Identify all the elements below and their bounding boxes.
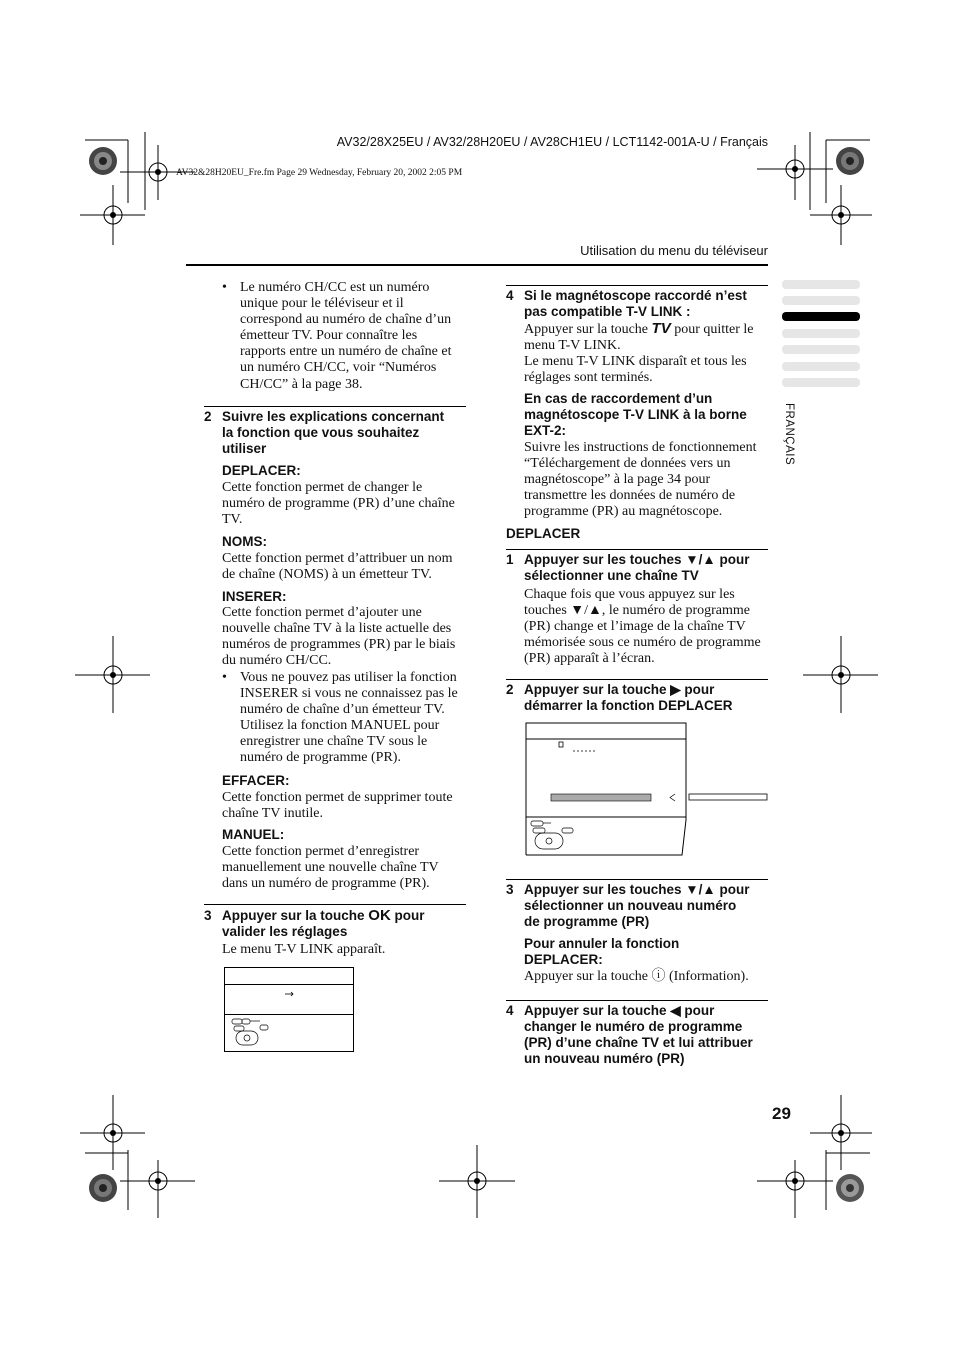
deplacer-text: Cette fonction permet de changer le numéro de programme (PR) d’une chaîne TV. [222,480,455,528]
d3-rule [506,879,768,880]
tvlink-menu-diagram [224,967,354,1052]
arrow-icon [285,991,295,997]
ok-key-icon: OK [368,907,391,924]
effacer-text: Cette fonction permet de supprimer toute chaîne TV inutile. [222,790,453,822]
manuel-heading: MANUEL: [222,827,285,842]
ext2-heading: En cas de raccordement d’un magnétoscope T-V LINK à la borne EXT-2: [524,391,747,438]
language-label: FRANÇAIS [783,403,795,466]
deplacer-heading: DEPLACER: [222,463,301,478]
d3-text: Appuyer sur la touche ⓘ (Information). [524,969,749,984]
d1-rule [506,549,768,550]
side-tab [782,362,860,371]
d1-text: Chaque fois que vous appuyez sur les touches ▼/▲, le numéro de programme (PR) change et l’image de la chaîne TV mémorisée sous ce numéro de programme (PR) apparaît à l’écran. [524,587,761,667]
d4-rule [506,1000,768,1001]
noms-text: Cette fonction permet d’attribuer un nom de chaîne (NOMS) à un émetteur TV. [222,551,453,583]
step4-text: Appuyer sur la touche TV pour quitter le menu T-V LINK. Le menu T-V LINK disparaît et tous les réglages sont terminés. [524,320,754,386]
side-tab-active [782,312,860,321]
inserer-heading: INSERER: [222,589,287,604]
step3-rule [204,904,466,905]
side-tab [782,296,860,305]
ext2-text: Suivre les instructions de fonctionnement “Téléchargement de données vers un magnétoscope” à la page 34 pour transmettre les données de numéro de programme (PR) au magnétoscope. [524,440,757,520]
header-rule [186,264,768,266]
side-tab [782,329,860,338]
model-line: AV32/28X25EU / AV32/28H20EU / AV28CH1EU / LCT1142-001A-U / Français [336,135,768,149]
step3-text: Le menu T-V LINK apparaît. [222,942,386,957]
step2-rule [204,406,466,407]
page-number: 29 [772,1104,791,1123]
side-tab [782,345,860,354]
effacer-heading: EFFACER: [222,773,290,788]
step4-rule [506,285,768,286]
deplacer-section-title: DEPLACER [506,526,581,541]
file-info: AV32&28H20EU_Fre.fm Page 29 Wednesday, February 20, 2002 2:05 PM [176,168,463,178]
side-tab [782,378,860,387]
manuel-text: Cette fonction permet d’enregistrer manuellement une nouvelle chaîne TV dans un numéro de programme (PR). [222,844,439,892]
tv-key-icon: TV [651,320,671,337]
remote-keys-icon [230,1017,272,1047]
section-title: Utilisation du menu du téléviseur [580,243,768,258]
noms-heading: NOMS: [222,534,267,549]
d2-rule [506,679,768,680]
side-tab [782,280,860,289]
d3-cancel-heading: Pour annuler la fonction DEPLACER: [524,936,680,967]
inserer-text: Cette fonction permet d’ajouter une nouvelle chaîne TV à la liste actuelle des numéros de programmes (PR) par le biais du numéro CH/CC. [222,605,456,669]
